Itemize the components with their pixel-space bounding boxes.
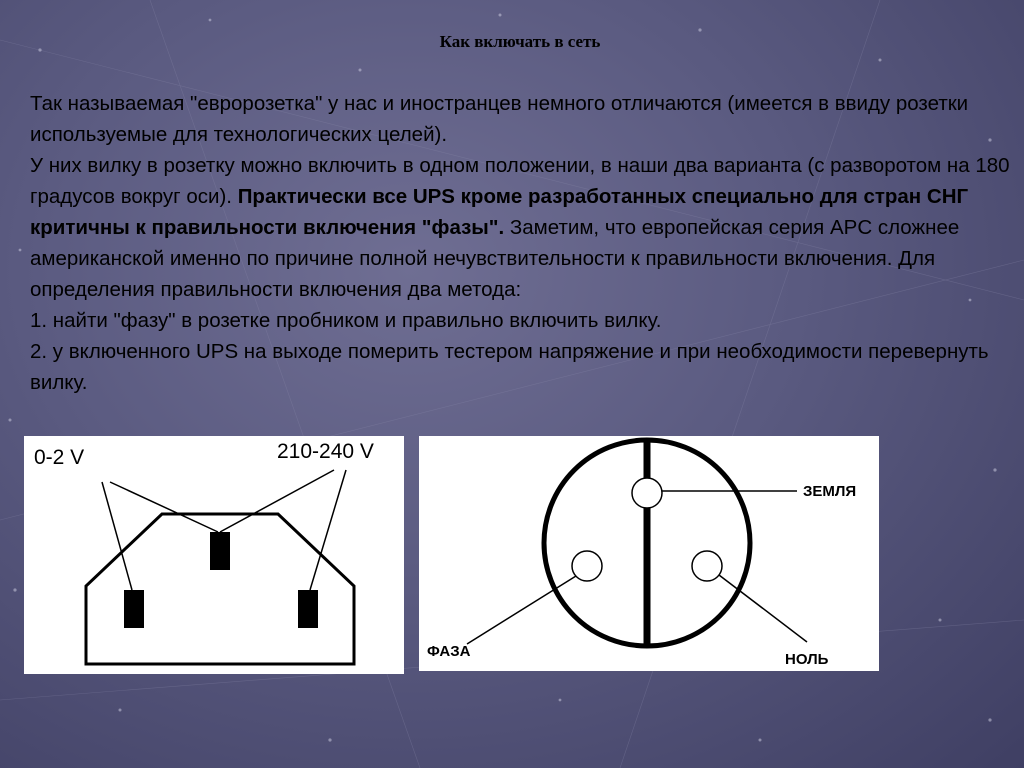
paragraph-plug-orientation bbox=[30, 150, 1020, 305]
pin-left bbox=[124, 590, 144, 628]
slide-title: Как включать в сеть bbox=[439, 32, 601, 51]
label-high-voltage: 210-240 V bbox=[277, 440, 374, 463]
plug-voltage-svg bbox=[24, 436, 404, 674]
paragraph-eurosocket: Так называемая "евророзетка" у нас и иностранцев немного отличаются (имеется в ввиду розетки используемые для технологических целей). bbox=[30, 92, 969, 146]
socket-svg bbox=[419, 436, 879, 671]
label-low-voltage: 0-2 V bbox=[34, 446, 85, 469]
neutral-hole bbox=[692, 551, 722, 581]
method-2: 2. у включенного UPS на выходе померить тестером напряжение и при необходимости перевернуть вилку. bbox=[30, 340, 989, 394]
plug-voltage-diagram bbox=[24, 436, 404, 674]
socket-leader-lines bbox=[467, 491, 807, 644]
socket-diagram bbox=[419, 436, 879, 671]
label-phase: ФАЗА bbox=[427, 643, 471, 660]
ups-phase-warning: Практически все UPS кроме разработанных специально для стран СНГ критичны к правильности включения "фазы". bbox=[30, 185, 969, 239]
pin-right bbox=[298, 590, 318, 628]
voltage-leader-lines bbox=[102, 470, 346, 590]
slide-body bbox=[30, 88, 1020, 398]
pin-top bbox=[210, 532, 230, 570]
ground-hole bbox=[632, 478, 662, 508]
method-1: 1. найти "фазу" в розетке пробником и правильно включить вилку. bbox=[30, 309, 662, 332]
phase-hole bbox=[572, 551, 602, 581]
label-neutral: НОЛЬ bbox=[785, 651, 829, 668]
label-ground: ЗЕМЛЯ bbox=[803, 483, 857, 500]
paragraph-plug-orientation-start: У них вилку в розетку можно включить в одном положении, в наши два варианта (с разворотом на 180 градусов вокруг оси). bbox=[30, 154, 1010, 208]
paragraph-plug-orientation-end: Заметим, что европейская серия APC сложнее американской именно по причине полной нечувствительности к правильности включения. Для определения правильности включения два метода: bbox=[30, 216, 960, 301]
